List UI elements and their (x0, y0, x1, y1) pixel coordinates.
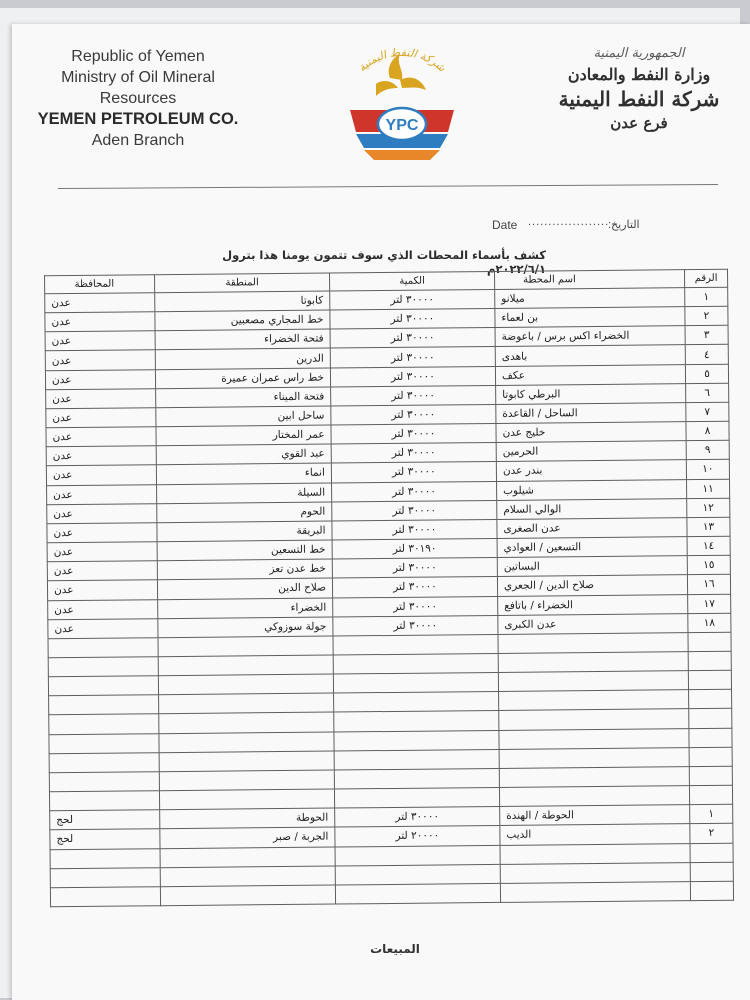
cell-gov: عدن (46, 465, 156, 485)
empty-cell (333, 673, 498, 694)
cell-area: البريقة (157, 521, 332, 542)
empty-cell (499, 786, 689, 807)
cell-area: الحوم (157, 502, 332, 523)
empty-cell (335, 864, 500, 885)
cell-qty: ٣٠٠٠٠ لتر (333, 596, 498, 617)
cell-station: البرطي كابوتا (496, 383, 686, 404)
empty-cell (333, 634, 498, 655)
cell-qty: ٣٠٠٠٠ لتر (332, 500, 497, 521)
empty-cell (690, 862, 733, 882)
cell-area: انماء (156, 463, 331, 484)
cell-num: ٦ (686, 383, 729, 403)
empty-cell (499, 767, 689, 788)
cell-qty: ٣٠٠٠٠ لتر (332, 577, 497, 598)
cell-num: ٢ (690, 824, 733, 844)
blank-rows-bottom (50, 843, 734, 907)
cell-num: ١٧ (688, 594, 731, 614)
empty-cell (499, 709, 689, 730)
empty-cell (334, 787, 499, 808)
cell-station: خليج عدن (496, 422, 686, 443)
header-gov: المحافظة (45, 275, 155, 294)
cell-station: الساحل / القاعدة (496, 403, 686, 424)
empty-cell (498, 652, 688, 673)
header-num: الرقم (684, 269, 727, 287)
empty-cell (690, 881, 733, 901)
cell-num: ١٠ (686, 460, 729, 480)
date-blank: .................... (528, 216, 610, 228)
branch-ar: فرع عدن (610, 114, 668, 132)
cell-station: صلاح الدين / الجعري (497, 575, 687, 596)
cell-num: ١ (685, 287, 728, 307)
arabic-letterhead (540, 44, 738, 134)
cell-station: الديب (500, 824, 690, 845)
header-station: اسم المحطة (494, 270, 684, 290)
date-line (492, 216, 692, 236)
cell-gov: عدن (45, 312, 155, 332)
empty-cell (49, 752, 159, 772)
cell-num: ١٨ (688, 613, 731, 633)
empty-cell (500, 881, 690, 902)
ministry-ar: وزارة النفط والمعادن (567, 65, 711, 84)
cell-area: جولة سوزوكي (158, 617, 333, 638)
republic-en: Republic of Yemen (71, 48, 205, 65)
cell-station: شيلوب (497, 479, 687, 500)
empty-cell (158, 636, 333, 657)
empty-cell (160, 847, 335, 868)
empty-cell (689, 728, 732, 748)
cell-station: عدن الصغرى (497, 517, 687, 538)
cell-area: كابوتا (155, 291, 330, 312)
cell-area: السيلة (157, 483, 332, 504)
cell-gov: لحج (50, 829, 160, 849)
cell-station: عدن الكبرى (498, 613, 688, 634)
cell-area: خط راس عمران عميرة (155, 368, 330, 389)
empty-cell (688, 651, 731, 671)
cell-qty: ٣٠١٩٠ لتر (332, 538, 497, 559)
header-qty: الكمية (330, 271, 495, 291)
cell-qty: ٣٠٠٠٠ لتر (330, 289, 495, 310)
cell-gov: عدن (46, 446, 156, 466)
cell-station: ميلانو (495, 288, 685, 309)
empty-cell (159, 789, 334, 810)
empty-cell (688, 670, 731, 690)
empty-cell (334, 711, 499, 732)
cell-gov: عدن (47, 580, 157, 600)
cell-gov: عدن (46, 408, 156, 428)
republic-ar: الجمهورية اليمنية (593, 46, 685, 61)
cell-qty: ٣٠٠٠٠ لتر (331, 385, 496, 406)
cell-qty: ٣٠٠٠٠ لتر (330, 309, 495, 330)
cell-gov: عدن (47, 503, 157, 523)
cell-qty: ٣٠٠٠٠ لتر (332, 481, 497, 502)
cell-gov: عدن (47, 523, 157, 543)
empty-cell (50, 848, 160, 868)
cell-station: الخضراء / باتافع (498, 594, 688, 615)
cell-area: خط التسعين (157, 540, 332, 561)
cell-area: ساحل ابين (156, 406, 331, 427)
cell-station: الحوطة / الهندة (500, 805, 690, 826)
cell-area: الخضراء (158, 598, 333, 619)
cell-qty: ٣٠٠٠٠ لتر (332, 519, 497, 540)
empty-cell (159, 732, 334, 753)
cell-area: صلاح الدين (157, 578, 332, 599)
empty-cell (160, 885, 335, 906)
lahij-rows (50, 804, 733, 849)
ministry-en: Ministry of Oil Mineral Resources (61, 69, 215, 107)
cell-station: التسعين / العوادي (497, 537, 687, 558)
cell-qty: ٣٠٠٠٠ لتر (335, 807, 500, 828)
cell-gov: عدن (48, 599, 158, 619)
cell-station: بن لعماء (495, 307, 685, 328)
cell-gov: عدن (45, 331, 155, 351)
cell-station: الخضراء اكس برس / باعوضة (495, 326, 685, 347)
empty-cell (498, 632, 688, 653)
cell-num: ٧ (686, 402, 729, 422)
empty-cell (500, 862, 690, 883)
cell-num: ١٣ (687, 517, 730, 537)
cell-gov: لحج (50, 810, 160, 830)
empty-cell (333, 653, 498, 674)
cell-gov: عدن (45, 369, 155, 389)
cell-num: ٣ (685, 326, 728, 346)
empty-cell (49, 791, 159, 811)
aden-rows (45, 287, 731, 638)
blank-rows (48, 632, 733, 811)
date-label-ar: التاريخ: (608, 219, 640, 231)
cell-area: الحوطة (160, 808, 335, 829)
cell-area: الجربة / صبر (160, 827, 335, 848)
empty-cell (158, 655, 333, 676)
cell-qty: ٣٠٠٠٠ لتر (332, 558, 497, 579)
stations-table (44, 269, 734, 908)
empty-cell (499, 728, 689, 749)
cell-num: ٢ (685, 306, 728, 326)
cell-gov: عدن (47, 484, 157, 504)
sales-signature: المبيعات (370, 942, 420, 956)
cell-qty: ٣٠٠٠٠ لتر (331, 462, 496, 483)
company-ar: شركة النفط اليمنية (558, 87, 720, 111)
cell-area: فتحة الخضراء (155, 329, 330, 350)
cell-num: ٥ (685, 364, 728, 384)
cell-qty: ٣٠٠٠٠ لتر (330, 366, 495, 387)
empty-cell (689, 785, 732, 805)
company-en: YEMEN PETROLEUM CO. (37, 110, 239, 128)
cell-station: بندر عدن (496, 460, 686, 481)
cell-num: ١١ (687, 479, 730, 499)
empty-cell (334, 768, 499, 789)
cell-num: ١٤ (687, 536, 730, 556)
cell-area: عبد القوي (156, 444, 331, 465)
empty-cell (48, 657, 158, 677)
document-title: كشف بأسماء المحطات الذي سوف تتمون يومنا هذا بترول ٢٠٢٢/٦/١م (222, 248, 546, 276)
cell-gov: عدن (46, 388, 156, 408)
cell-qty: ٣٠٠٠٠ لتر (330, 347, 495, 368)
cell-station: باهدى (495, 345, 685, 366)
empty-cell (688, 632, 731, 652)
date-label-en: Date (492, 218, 518, 232)
header-area: المنطقة (155, 273, 330, 293)
cell-gov: عدن (48, 618, 158, 638)
cell-gov: عدن (45, 293, 155, 313)
cell-gov: عدن (47, 542, 157, 562)
empty-cell (48, 676, 158, 696)
cell-area: الدرين (155, 349, 330, 370)
cell-gov: عدن (45, 350, 155, 370)
empty-cell (49, 695, 159, 715)
ypc-logo (330, 44, 474, 172)
empty-cell (49, 714, 159, 734)
cell-qty: ٣٠٠٠٠ لتر (331, 424, 496, 445)
empty-cell (689, 709, 732, 729)
cell-num: ١ (690, 804, 733, 824)
empty-cell (499, 690, 689, 711)
cell-num: ٨ (686, 421, 729, 441)
svg-text:شركة النفط اليمنية (355, 46, 448, 75)
cell-qty: ٣٠٠٠٠ لتر (333, 615, 498, 636)
empty-cell (49, 733, 159, 753)
cell-area: خط المجاري مصعبين (155, 310, 330, 331)
empty-cell (690, 843, 733, 863)
empty-cell (50, 887, 160, 907)
cell-station: البساتين (497, 556, 687, 577)
logo-text: YPC (385, 117, 419, 134)
empty-cell (334, 749, 499, 770)
cell-area: عمر المختار (156, 425, 331, 446)
cell-num: ٩ (686, 440, 729, 460)
empty-cell (499, 747, 689, 768)
branch-en: Aden Branch (91, 132, 185, 149)
empty-cell (334, 692, 499, 713)
empty-cell (48, 638, 158, 658)
empty-cell (160, 866, 335, 887)
empty-cell (159, 712, 334, 733)
cell-station: عكف (495, 364, 685, 385)
cell-num: ٤ (685, 345, 728, 365)
empty-cell (159, 693, 334, 714)
cell-qty: ٣٠٠٠٠ لتر (330, 328, 495, 349)
empty-cell (50, 867, 160, 887)
cell-station: الوالي السلام (497, 498, 687, 519)
cell-qty: ٣٠٠٠٠ لتر (331, 443, 496, 464)
empty-cell (689, 747, 732, 767)
empty-cell (500, 843, 690, 864)
cell-num: ١٥ (687, 555, 730, 575)
empty-cell (159, 770, 334, 791)
cell-station: الحرمين (496, 441, 686, 462)
empty-cell (159, 751, 334, 772)
cell-gov: عدن (47, 561, 157, 581)
cell-qty: ٢٠٠٠٠ لتر (335, 826, 500, 847)
empty-cell (335, 845, 500, 866)
cell-num: ١٦ (687, 575, 730, 595)
empty-cell (689, 766, 732, 786)
english-letterhead (22, 46, 254, 151)
empty-cell (334, 730, 499, 751)
cell-qty: ٣٠٠٠٠ لتر (331, 404, 496, 425)
empty-cell (158, 674, 333, 695)
empty-cell (49, 772, 159, 792)
empty-cell (689, 689, 732, 709)
cell-area: خط عدن تعز (157, 559, 332, 580)
cell-area: فتحة الميناء (156, 387, 331, 408)
cell-gov: عدن (46, 427, 156, 447)
cell-num: ١٢ (687, 498, 730, 518)
empty-cell (335, 883, 500, 904)
empty-cell (498, 671, 688, 692)
logo-arc-text: شركة النفط اليمنية (355, 45, 449, 75)
